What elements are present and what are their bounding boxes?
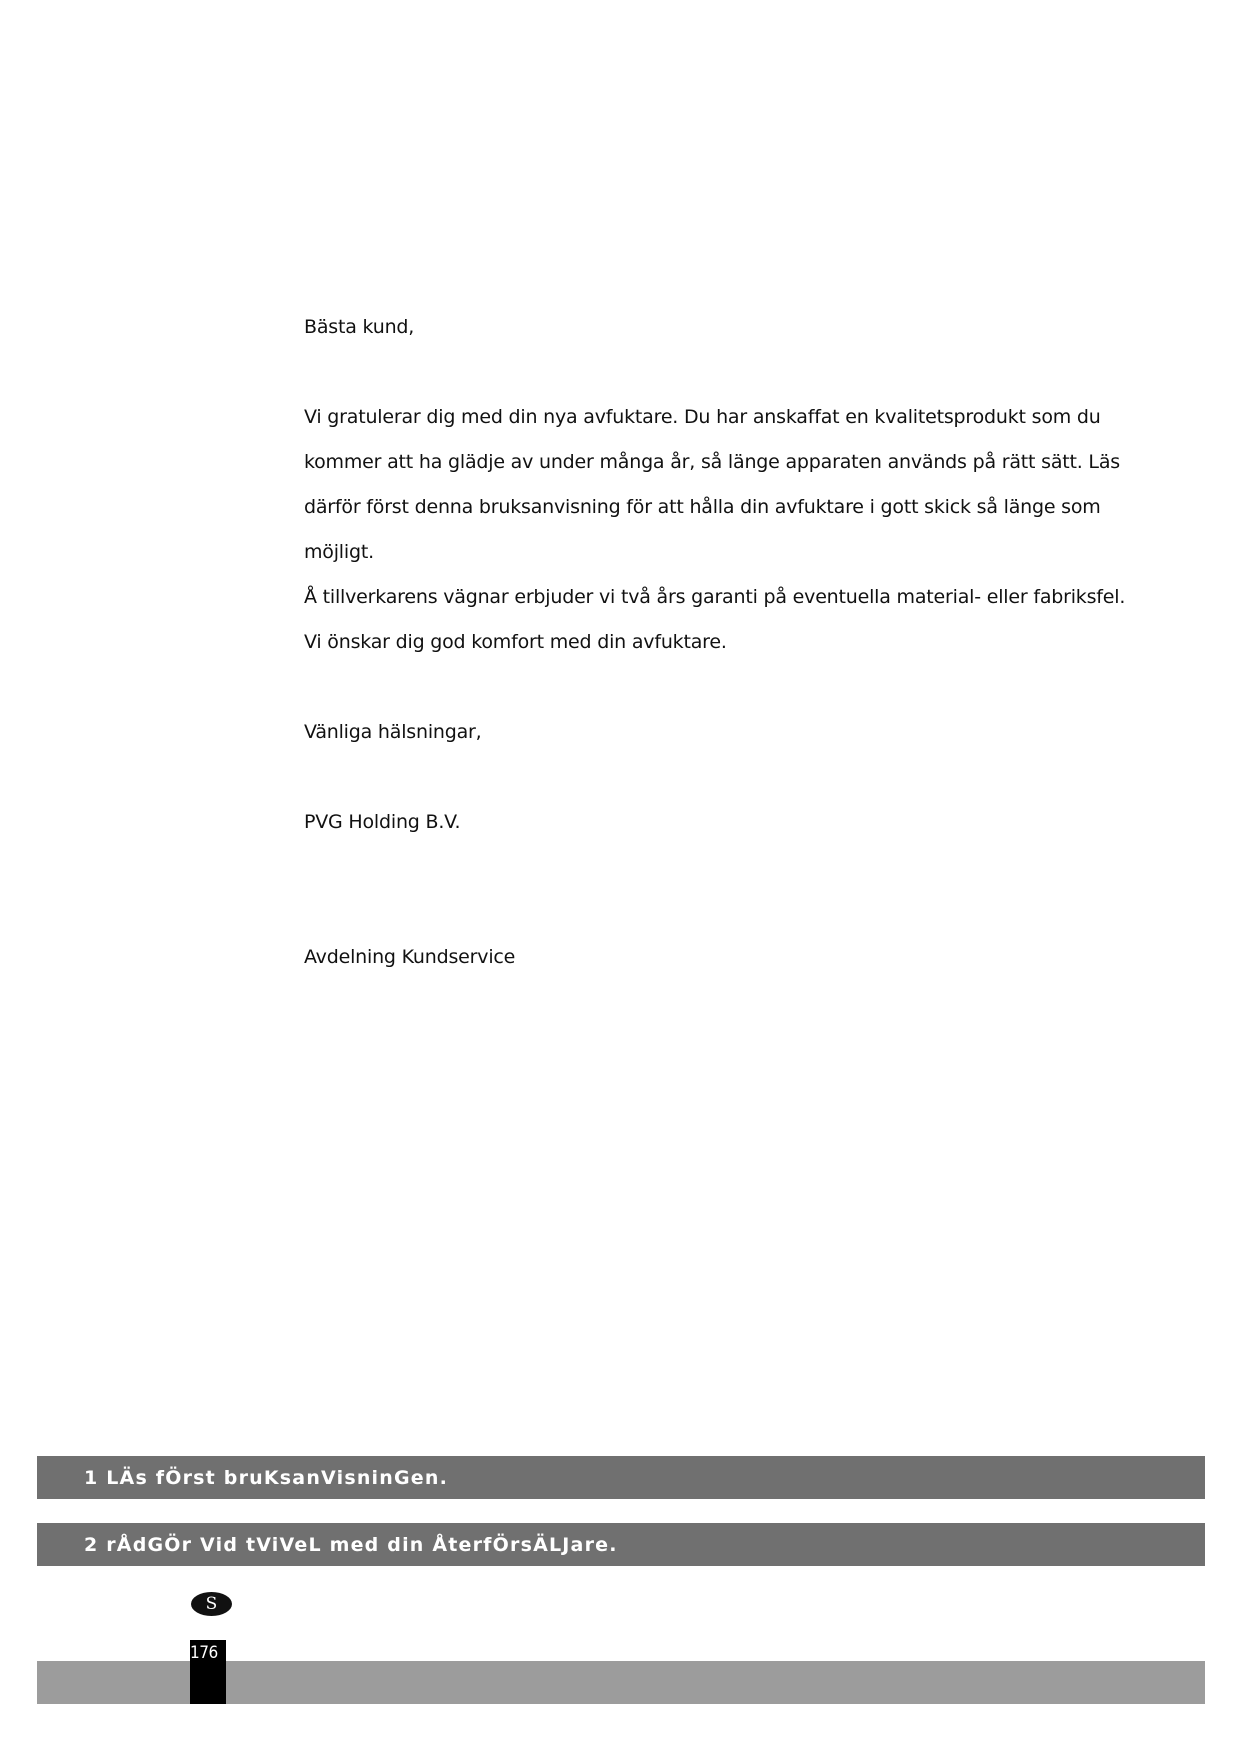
body-line: kommer att ha glädje av under många år, så länge apparaten används på rätt sätt. Läs [304,451,1120,473]
department: Avdelning Kundservice [304,946,516,968]
body-line: Å tillverkarens vägnar erbjuder vi två års garanti på eventuella material- eller fabriksfel. [304,586,1126,608]
salutation: Bästa kund, [304,316,415,338]
language-badge: S [191,1592,232,1616]
closing: Vänliga hälsningar, [304,721,482,743]
tip-bar-read-manual: 1 LÄs fÖrst bruKsanVisninGen. [37,1456,1205,1499]
body-line: möjligt. [304,541,374,563]
body-line: Vi önskar dig god komfort med din avfuktare. [304,631,727,653]
tip-bar-ask-dealer: 2 rÅdGÖr Vid tViVeL med din ÅterfÖrsÄLJare. [37,1523,1205,1566]
body-line: Vi gratulerar dig med din nya avfuktare. Du har anskaffat en kvalitetsprodukt som du [304,406,1101,428]
body-line: därför först denna bruksanvisning för att hålla din avfuktare i gott skick så länge som [304,496,1101,518]
company-name: PVG Holding B.V. [304,811,461,833]
page-number: 176 [190,1640,226,1704]
